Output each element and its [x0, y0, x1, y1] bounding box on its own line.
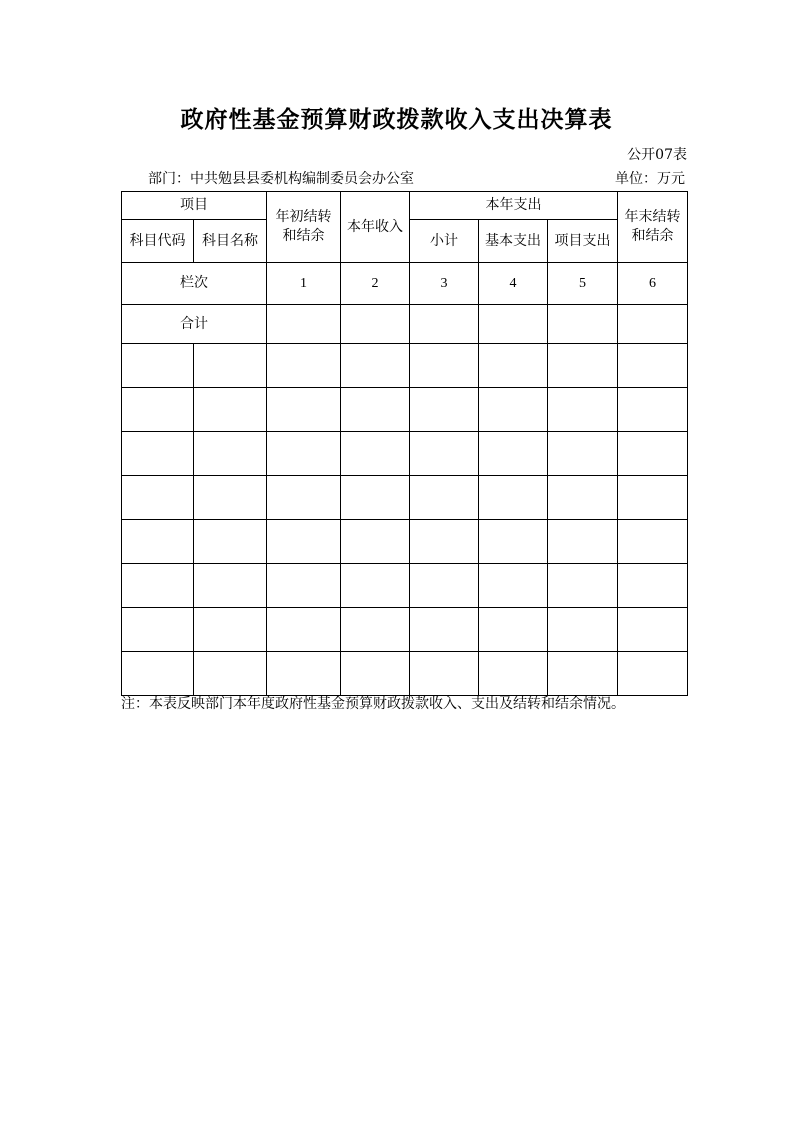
table-cell: [410, 564, 479, 608]
table-cell: [410, 520, 479, 564]
table-cell: [194, 564, 267, 608]
table-cell: [194, 432, 267, 476]
header-subject-code: 科目代码: [122, 220, 194, 263]
table-cell: [267, 344, 341, 388]
header-current-expense: 本年支出: [410, 192, 618, 220]
header-basic-expense: 基本支出: [479, 220, 548, 263]
total-cell: [267, 305, 341, 344]
table-cell: [548, 476, 618, 520]
table-cell: [479, 564, 548, 608]
table-cell: [479, 520, 548, 564]
department-label: 部门：中共勉县县委机构编制委员会办公室: [148, 171, 414, 187]
table-row: [122, 344, 688, 388]
unit-label: 单位：万元: [615, 171, 685, 187]
header-beginning-balance: 年初结转和结余: [267, 192, 341, 263]
table-cell: [341, 564, 410, 608]
table-cell: [267, 608, 341, 652]
column-number: 3: [410, 263, 479, 305]
table-cell: [267, 564, 341, 608]
header-row-1: [122, 192, 688, 220]
table-row: [122, 432, 688, 476]
table-cell: [618, 344, 688, 388]
table-cell: [341, 344, 410, 388]
column-number: 2: [341, 263, 410, 305]
column-number: 1: [267, 263, 341, 305]
table-cell: [479, 476, 548, 520]
table-cell: [479, 388, 548, 432]
table-cell: [479, 432, 548, 476]
table-cell: [479, 608, 548, 652]
table-cell: [410, 608, 479, 652]
table-cell: [410, 476, 479, 520]
table-cell: [194, 344, 267, 388]
table-cell: [267, 652, 341, 696]
header-project-expense: 项目支出: [548, 220, 618, 263]
table-row: [122, 608, 688, 652]
total-cell: [618, 305, 688, 344]
header-subject-name: 科目名称: [194, 220, 267, 263]
table-cell: [618, 520, 688, 564]
table-row: [122, 476, 688, 520]
header-subtotal: 小计: [410, 220, 479, 263]
table-cell: [618, 476, 688, 520]
table-row: [122, 388, 688, 432]
total-cell: [341, 305, 410, 344]
total-cell: [410, 305, 479, 344]
table-cell: [122, 520, 194, 564]
report-title: 政府性基金预算财政拨款收入支出决算表: [180, 106, 613, 133]
column-index-row: [122, 263, 688, 305]
table-cell: [341, 476, 410, 520]
table-cell: [122, 344, 194, 388]
table-cell: [618, 608, 688, 652]
table-cell: [618, 564, 688, 608]
header-ending-balance: 年末结转和结余: [618, 192, 688, 263]
table-cell: [194, 388, 267, 432]
table-cell: [122, 564, 194, 608]
column-number: 6: [618, 263, 688, 305]
table-cell: [122, 652, 194, 696]
table-cell: [410, 344, 479, 388]
table-cell: [548, 564, 618, 608]
table-cell: [122, 608, 194, 652]
table-cell: [618, 652, 688, 696]
table-cell: [267, 388, 341, 432]
table-cell: [341, 652, 410, 696]
budget-table: [121, 191, 688, 696]
table-cell: [194, 608, 267, 652]
table-cell: [341, 432, 410, 476]
table-cell: [122, 476, 194, 520]
table-cell: [618, 432, 688, 476]
table-cell: [341, 520, 410, 564]
form-number: 公开07表: [627, 147, 687, 163]
total-row: [122, 305, 688, 344]
table-cell: [479, 652, 548, 696]
table-cell: [548, 388, 618, 432]
column-index-label: 栏次: [122, 263, 267, 305]
table-cell: [267, 476, 341, 520]
total-cell: [548, 305, 618, 344]
table-cell: [267, 520, 341, 564]
table-cell: [267, 432, 341, 476]
header-current-income: 本年收入: [341, 192, 410, 263]
table-cell: [548, 520, 618, 564]
table-cell: [341, 388, 410, 432]
table-cell: [618, 388, 688, 432]
table-cell: [548, 344, 618, 388]
table-row: [122, 652, 688, 696]
table-row: [122, 564, 688, 608]
total-cell: [479, 305, 548, 344]
table-cell: [410, 652, 479, 696]
table-cell: [194, 476, 267, 520]
table-cell: [122, 388, 194, 432]
header-item: 项目: [122, 192, 267, 220]
column-number: 5: [548, 263, 618, 305]
table-cell: [341, 608, 410, 652]
table-cell: [122, 432, 194, 476]
table-cell: [548, 608, 618, 652]
total-label: 合计: [122, 305, 267, 344]
table-cell: [410, 388, 479, 432]
table-cell: [194, 520, 267, 564]
table-row: [122, 520, 688, 564]
table-cell: [548, 652, 618, 696]
table-note: 注：本表反映部门本年度政府性基金预算财政拨款收入、支出及结转和结余情况。: [121, 696, 625, 712]
table-cell: [410, 432, 479, 476]
table-cell: [194, 652, 267, 696]
table-cell: [548, 432, 618, 476]
table-cell: [479, 344, 548, 388]
column-number: 4: [479, 263, 548, 305]
